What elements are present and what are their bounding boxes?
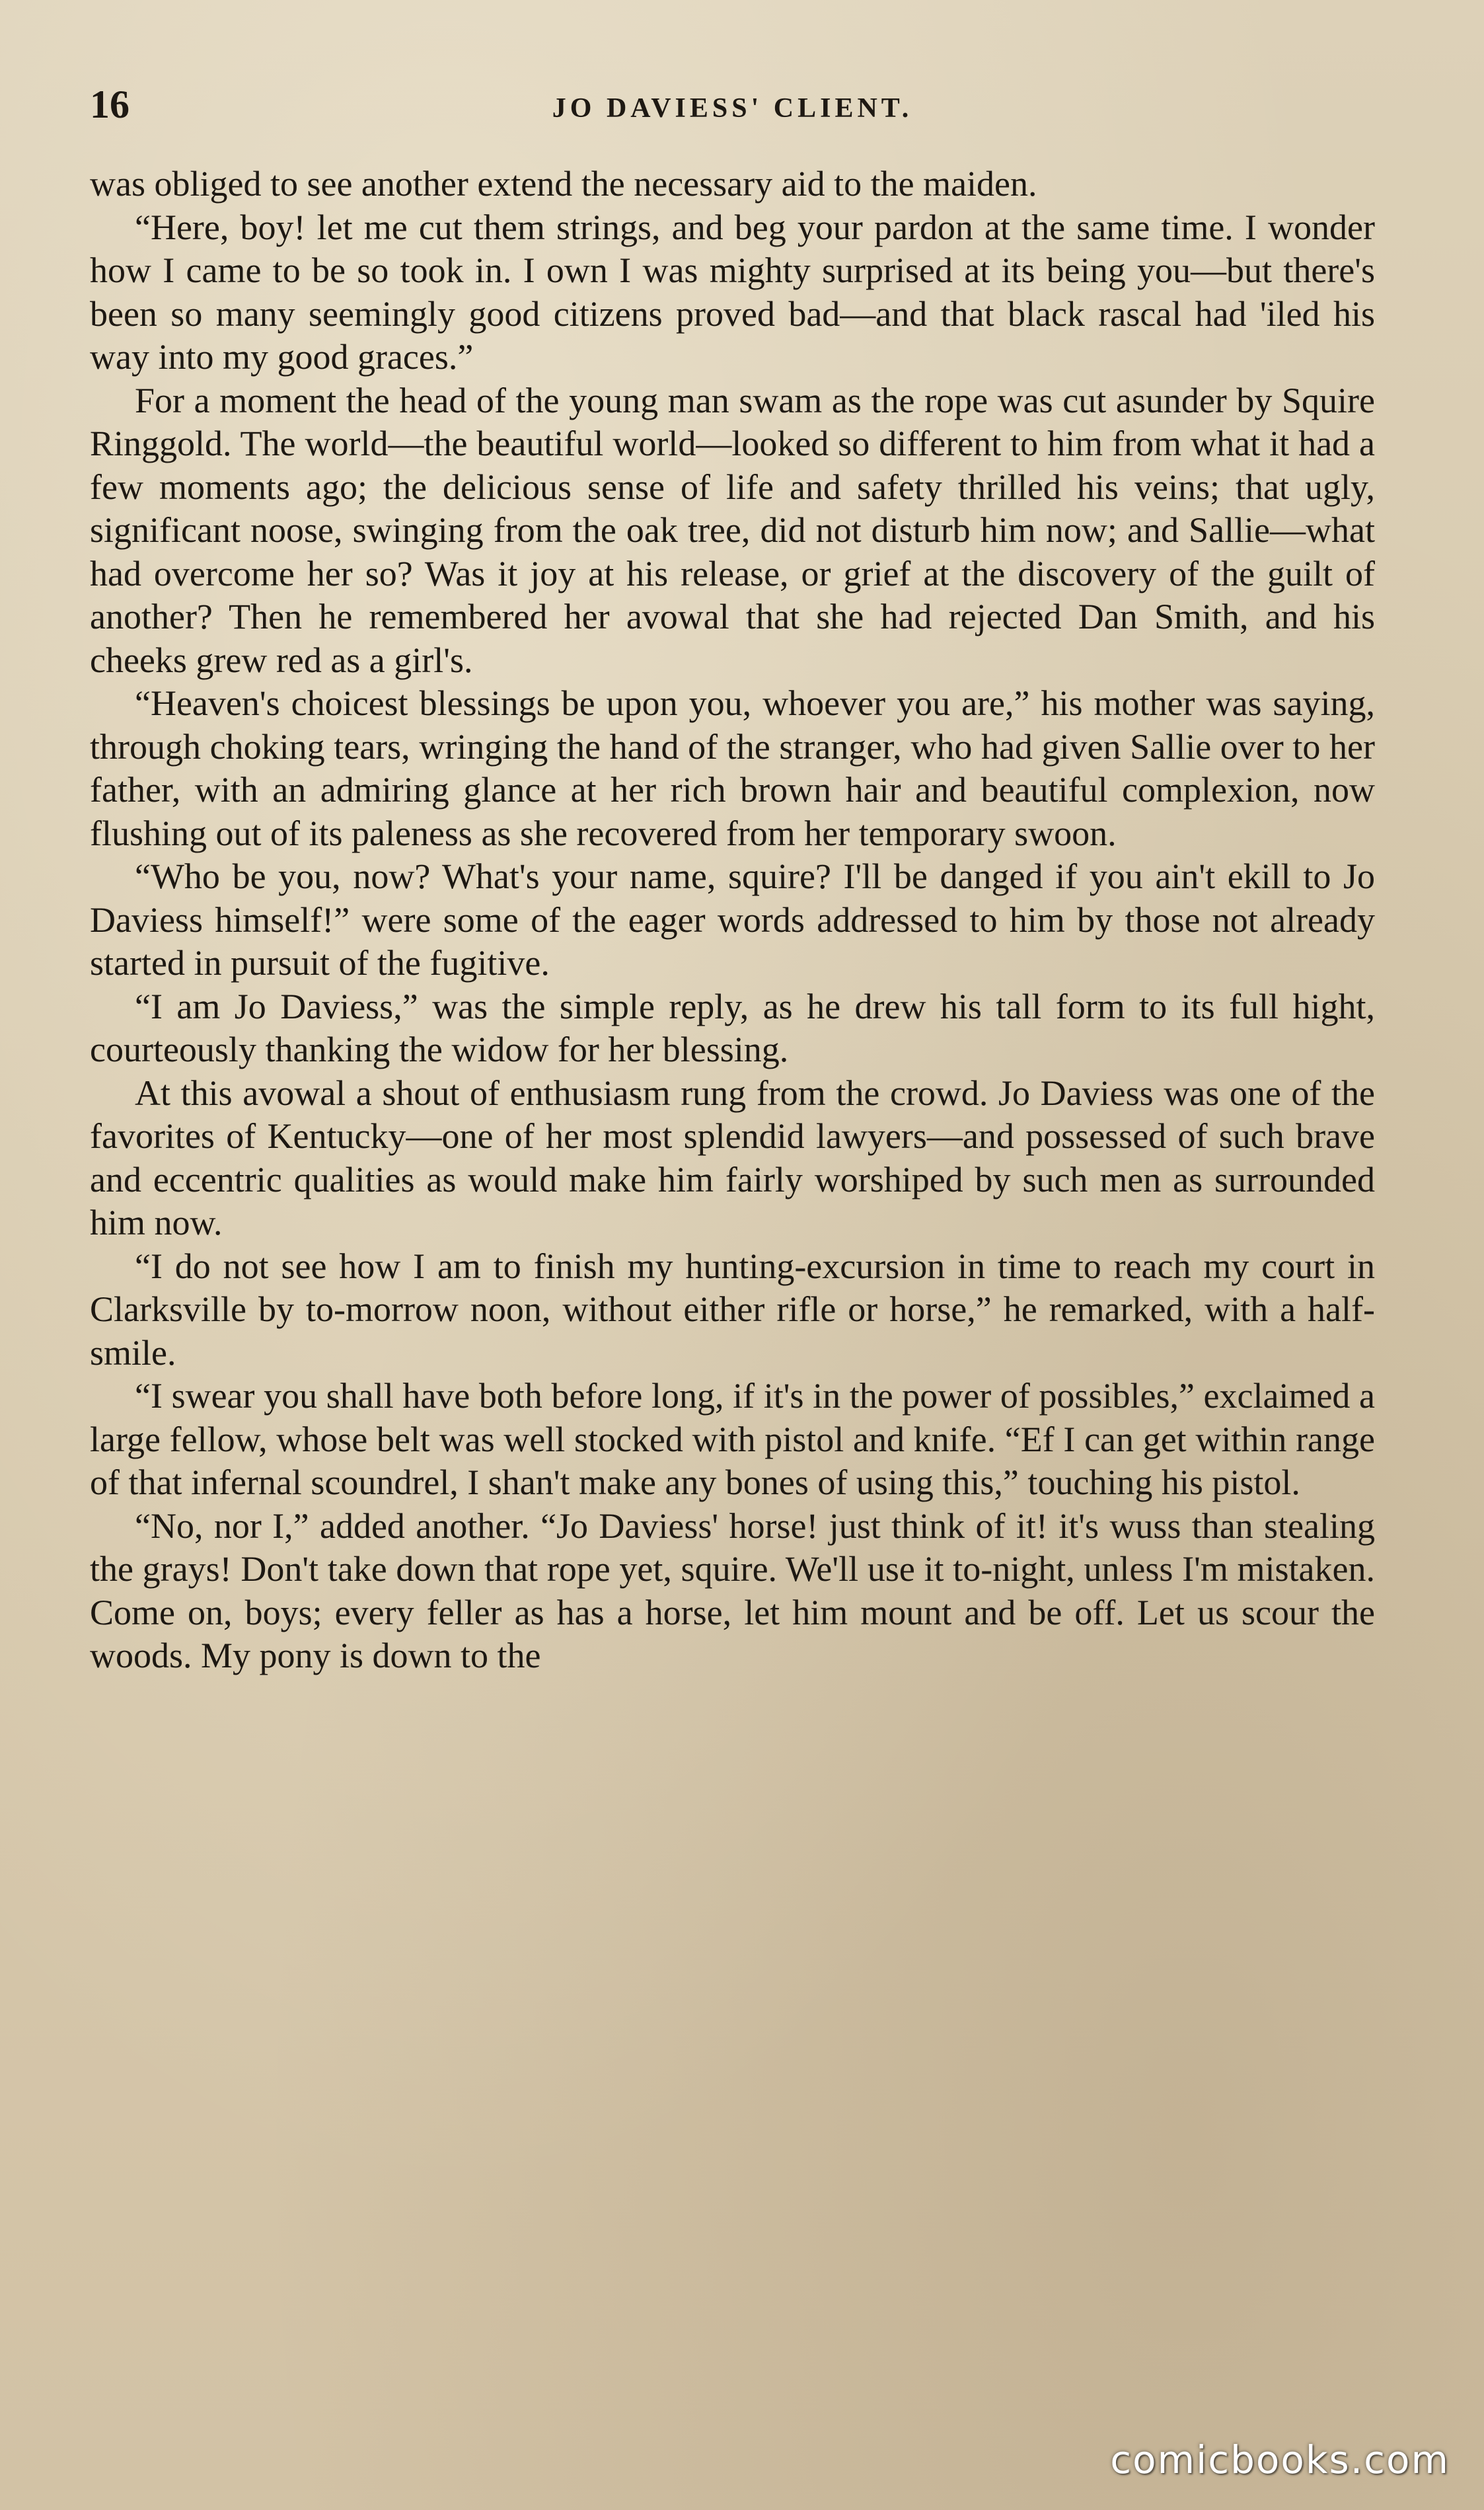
- paragraph: “Heaven's choicest blessings be upon you, whoever you are,” his mother was saying, through choking tears, wringing the hand of the stranger, who had given Sallie over to her father, with an admiring glance at her rich brown hair and beautiful complexion, now flushing out of its paleness as she recovered from her temporary swoon.: [90, 683, 1375, 853]
- body-text: [90, 163, 1375, 2231]
- paragraph: was obliged to see another extend the necessary aid to the maiden.: [90, 164, 1037, 204]
- paragraph: At this avowal a shout of enthusiasm rung from the crowd. Jo Daviess was one of the favorites of Kentucky—one of her most splendid lawyers—and possessed of such brave and eccentric qualities as would make him fairly worshiped by such men as surrounded him now.: [90, 1073, 1375, 1242]
- running-head: JO DAVIESS' CLIENT.: [552, 93, 913, 124]
- paragraph: “Who be you, now? What's your name, squire? I'll be danged if you ain't ekill to Jo Daviess himself!” were some of the eager words addressed to him by those not already started in pursuit of the fugitive.: [90, 856, 1375, 983]
- paragraph: “No, nor I,” added another. “Jo Daviess' horse! just think of it! it's wuss than stealing the grays! Don't take down that rope yet, squire. We'll use it to-night, unless I'm mistaken. Come on, boys; every feller as has a horse, let him mount and be off. Let us scour the woods. My pony is down to the: [90, 1505, 1375, 1675]
- page-header: [90, 78, 1375, 131]
- site-watermark: comicbooks.com: [1110, 2437, 1450, 2482]
- paragraph: For a moment the head of the young man swam as the rope was cut asunder by Squire Ringgold. The world—the beautiful world—looked so different to him from what it had a few moments ago; the delicious sense of life and safety thrilled his veins; that ugly, significant noose, swinging from the oak tree, did not disturb him now; and Sallie—what had overcome her so? Was it joy at his release, or grief at the discovery of the guilt of another? Then he remembered her avowal that she had rejected Dan Smith, and his cheeks grew red as a girl's.: [90, 380, 1375, 680]
- paragraph: “I swear you shall have both before long, if it's in the power of possibles,” exclaimed a large fellow, whose belt was well stocked with pistol and knife. “Ef I can get within range of that infernal scoundrel, I shan't make any bones of using this,” touching his pistol.: [90, 1376, 1375, 1502]
- paragraph: “Here, boy! let me cut them strings, and beg your pardon at the same time. I wonder how I came to be so took in. I own I was mighty surprised at its being you—but there's been so many seemingly good citizens proved bad—and that black rascal had 'iled his way into my good graces.”: [90, 207, 1375, 377]
- paragraph: “I am Jo Daviess,” was the simple reply, as he drew his tall form to its full hight, courteously thanking the widow for her blessing.: [90, 986, 1375, 1069]
- page-number: 16: [90, 83, 130, 126]
- paragraph: “I do not see how I am to finish my hunting-excursion in time to reach my court in Clarksville by to-morrow noon, without either rifle or horse,” he remarked, with a half-smile.: [90, 1246, 1375, 1373]
